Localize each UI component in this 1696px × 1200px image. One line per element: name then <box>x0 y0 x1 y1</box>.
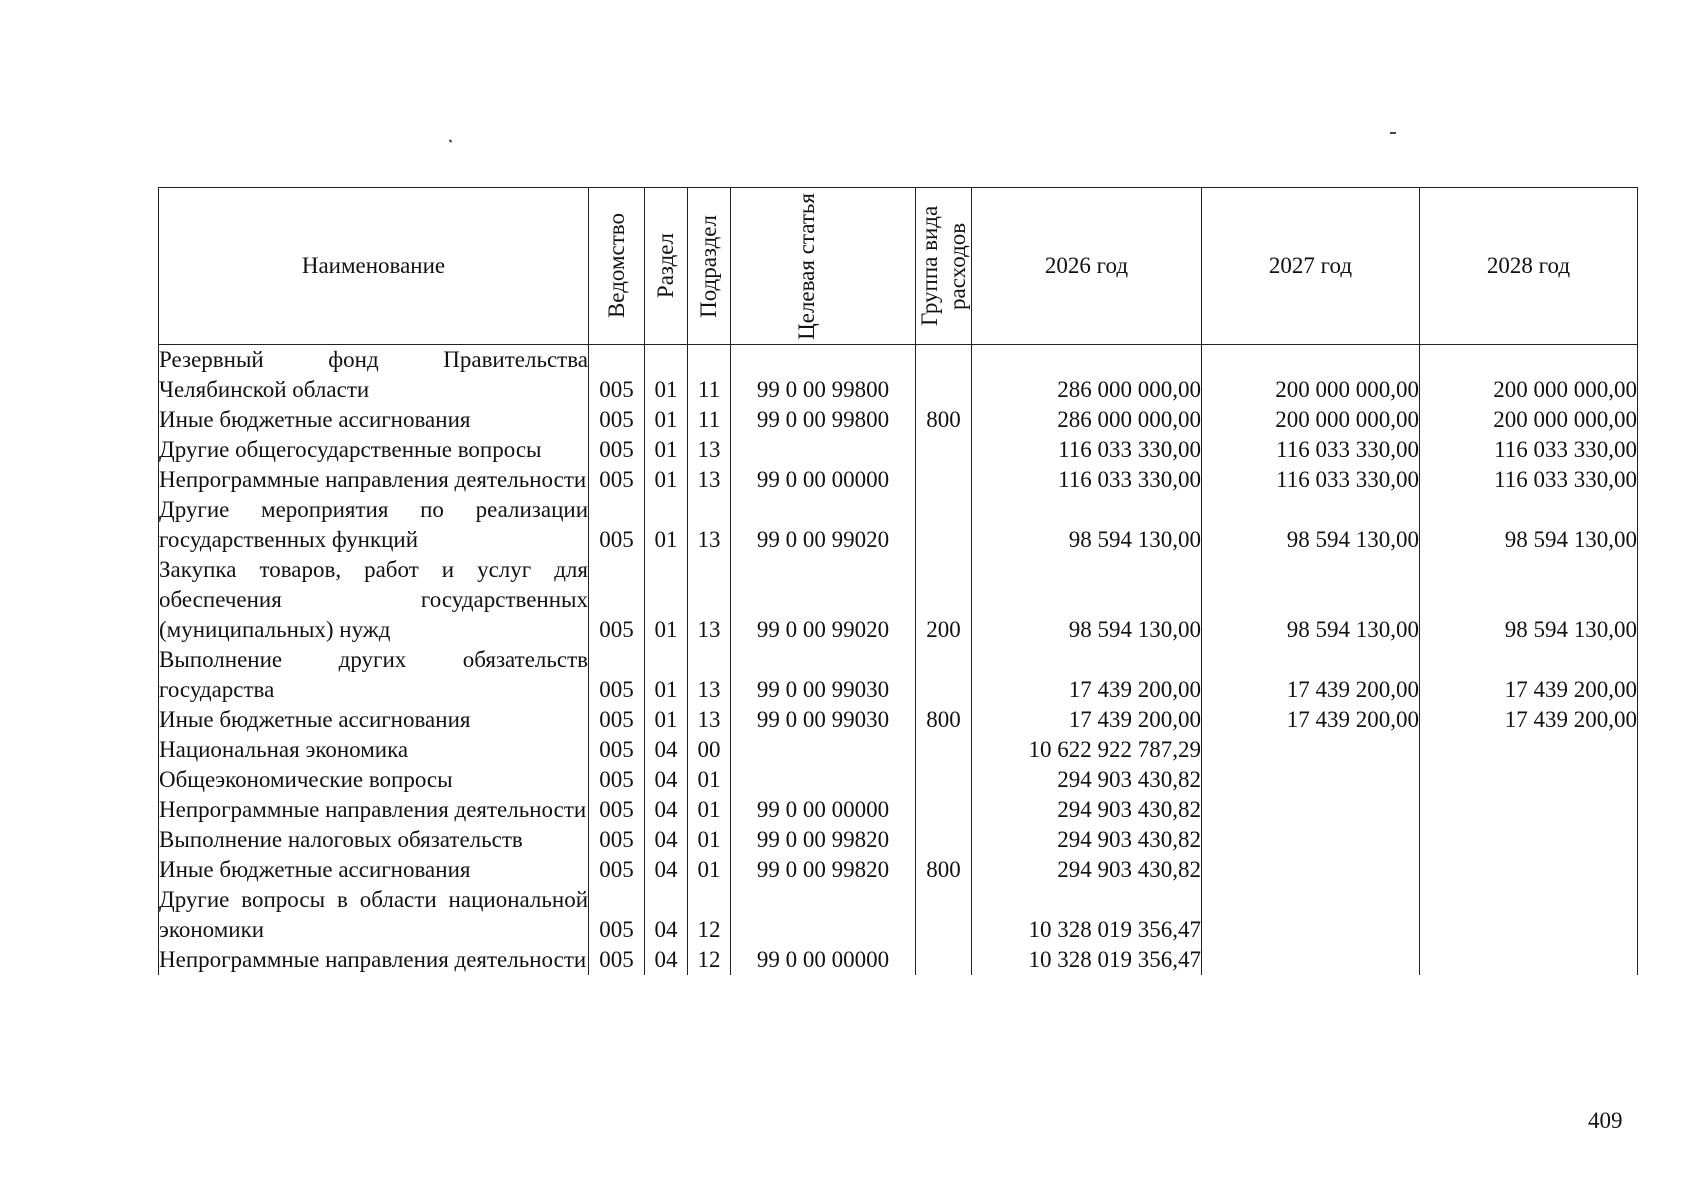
row-target: 99 0 00 99030 <box>731 705 916 735</box>
row-2026: 286 000 000,00 <box>972 345 1202 406</box>
row-2027 <box>1202 855 1420 885</box>
row-2027: 116 033 330,00 <box>1202 465 1420 495</box>
budget-table <box>158 187 1638 975</box>
row-2028: 200 000 000,00 <box>1420 405 1638 435</box>
row-2028: 200 000 000,00 <box>1420 345 1638 406</box>
row-name: Закупка товаров, работ и услуг для обеспечения государственных (муниципальных) нужд <box>159 555 589 645</box>
row-2026: 294 903 430,82 <box>972 825 1202 855</box>
table-row <box>159 465 1638 495</box>
row-dept: 005 <box>589 735 645 765</box>
row-2028: 98 594 130,00 <box>1420 495 1638 555</box>
row-name: Выполнение других обязательств государства <box>159 645 589 705</box>
row-group <box>916 435 972 465</box>
row-target <box>731 885 916 945</box>
row-subsection: 13 <box>688 705 731 735</box>
row-2026: 17 439 200,00 <box>972 645 1202 705</box>
row-subsection: 12 <box>688 885 731 945</box>
scan-mark <box>1390 132 1396 134</box>
header-subsection: Подраздел <box>688 188 731 345</box>
row-target <box>731 735 916 765</box>
row-target: 99 0 00 99800 <box>731 405 916 435</box>
row-subsection: 12 <box>688 945 731 975</box>
row-target <box>731 435 916 465</box>
row-group <box>916 645 972 705</box>
row-2027: 17 439 200,00 <box>1202 645 1420 705</box>
row-group <box>916 345 972 406</box>
row-dept: 005 <box>589 795 645 825</box>
row-2028: 17 439 200,00 <box>1420 645 1638 705</box>
row-group <box>916 465 972 495</box>
row-subsection: 13 <box>688 495 731 555</box>
row-section: 04 <box>645 765 688 795</box>
row-2028 <box>1420 855 1638 885</box>
row-2026: 116 033 330,00 <box>972 465 1202 495</box>
row-2026: 10 328 019 356,47 <box>972 945 1202 975</box>
row-target: 99 0 00 00000 <box>731 945 916 975</box>
table-row <box>159 345 1638 406</box>
row-2028: 116 033 330,00 <box>1420 435 1638 465</box>
row-name: Иные бюджетные ассигнования <box>159 405 589 435</box>
row-2027 <box>1202 735 1420 765</box>
table-row <box>159 825 1638 855</box>
header-target: Целевая статья <box>731 188 916 345</box>
header-section: Раздел <box>645 188 688 345</box>
table-row <box>159 645 1638 705</box>
table-row <box>159 555 1638 645</box>
table-row <box>159 795 1638 825</box>
row-dept: 005 <box>589 555 645 645</box>
row-dept: 005 <box>589 705 645 735</box>
table-row <box>159 765 1638 795</box>
row-2027: 17 439 200,00 <box>1202 705 1420 735</box>
row-target: 99 0 00 99820 <box>731 825 916 855</box>
row-subsection: 13 <box>688 465 731 495</box>
row-2027 <box>1202 885 1420 945</box>
row-subsection: 00 <box>688 735 731 765</box>
row-subsection: 13 <box>688 555 731 645</box>
row-2026: 10 622 922 787,29 <box>972 735 1202 765</box>
row-name: Выполнение налоговых обязательств <box>159 825 589 855</box>
row-group <box>916 825 972 855</box>
row-dept: 005 <box>589 945 645 975</box>
row-2028: 116 033 330,00 <box>1420 465 1638 495</box>
row-target: 99 0 00 99020 <box>731 495 916 555</box>
row-section: 01 <box>645 705 688 735</box>
table-row <box>159 705 1638 735</box>
row-name: Резервный фонд Правительства Челябинской области <box>159 345 589 406</box>
row-name: Непрограммные направления деятельности <box>159 465 589 495</box>
row-section: 04 <box>645 885 688 945</box>
row-2027: 98 594 130,00 <box>1202 555 1420 645</box>
row-section: 01 <box>645 555 688 645</box>
table-row <box>159 735 1638 765</box>
row-dept: 005 <box>589 855 645 885</box>
scan-mark <box>449 139 453 143</box>
row-section: 04 <box>645 945 688 975</box>
table-row <box>159 435 1638 465</box>
row-2026: 294 903 430,82 <box>972 855 1202 885</box>
row-subsection: 01 <box>688 765 731 795</box>
header-row <box>159 188 1638 345</box>
row-section: 04 <box>645 795 688 825</box>
row-section: 04 <box>645 825 688 855</box>
row-dept: 005 <box>589 465 645 495</box>
row-section: 01 <box>645 435 688 465</box>
row-name: Другие вопросы в области национальной экономики <box>159 885 589 945</box>
header-2027: 2027 год <box>1202 188 1420 345</box>
row-section: 01 <box>645 405 688 435</box>
row-name: Другие мероприятия по реализации государственных функций <box>159 495 589 555</box>
row-2026: 294 903 430,82 <box>972 795 1202 825</box>
row-subsection: 13 <box>688 435 731 465</box>
row-group: 800 <box>916 405 972 435</box>
row-group: 800 <box>916 855 972 885</box>
row-2027 <box>1202 795 1420 825</box>
row-dept: 005 <box>589 435 645 465</box>
row-section: 04 <box>645 855 688 885</box>
row-2026: 17 439 200,00 <box>972 705 1202 735</box>
row-dept: 005 <box>589 765 645 795</box>
row-target <box>731 765 916 795</box>
row-name: Иные бюджетные ассигнования <box>159 855 589 885</box>
table-row <box>159 885 1638 945</box>
row-2026: 10 328 019 356,47 <box>972 885 1202 945</box>
row-subsection: 11 <box>688 405 731 435</box>
row-target: 99 0 00 00000 <box>731 795 916 825</box>
row-2028 <box>1420 885 1638 945</box>
row-2028 <box>1420 825 1638 855</box>
header-dept: Ведомство <box>589 188 645 345</box>
row-2028 <box>1420 765 1638 795</box>
row-group <box>916 795 972 825</box>
row-2027: 200 000 000,00 <box>1202 345 1420 406</box>
row-target: 99 0 00 99020 <box>731 555 916 645</box>
row-group: 200 <box>916 555 972 645</box>
row-2026: 116 033 330,00 <box>972 435 1202 465</box>
row-2027: 98 594 130,00 <box>1202 495 1420 555</box>
row-target: 99 0 00 99030 <box>731 645 916 705</box>
table-row <box>159 945 1638 975</box>
row-name: Непрограммные направления деятельности <box>159 795 589 825</box>
row-subsection: 11 <box>688 345 731 406</box>
row-subsection: 01 <box>688 855 731 885</box>
row-2028 <box>1420 795 1638 825</box>
row-group <box>916 765 972 795</box>
row-2026: 286 000 000,00 <box>972 405 1202 435</box>
row-target: 99 0 00 00000 <box>731 465 916 495</box>
row-group <box>916 495 972 555</box>
row-subsection: 01 <box>688 825 731 855</box>
row-section: 04 <box>645 735 688 765</box>
row-dept: 005 <box>589 885 645 945</box>
row-dept: 005 <box>589 495 645 555</box>
table-body <box>159 345 1638 976</box>
row-2028 <box>1420 945 1638 975</box>
row-name: Непрограммные направления деятельности <box>159 945 589 975</box>
row-section: 01 <box>645 495 688 555</box>
row-2027: 116 033 330,00 <box>1202 435 1420 465</box>
row-2026: 98 594 130,00 <box>972 555 1202 645</box>
row-2026: 98 594 130,00 <box>972 495 1202 555</box>
row-name: Общеэкономические вопросы <box>159 765 589 795</box>
row-2028: 17 439 200,00 <box>1420 705 1638 735</box>
row-section: 01 <box>645 345 688 406</box>
row-group: 800 <box>916 705 972 735</box>
row-name: Национальная экономика <box>159 735 589 765</box>
row-2027 <box>1202 765 1420 795</box>
row-2026: 294 903 430,82 <box>972 765 1202 795</box>
header-2026: 2026 год <box>972 188 1202 345</box>
table-row <box>159 855 1638 885</box>
table-row <box>159 405 1638 435</box>
row-name: Другие общегосударственные вопросы <box>159 435 589 465</box>
row-2027 <box>1202 825 1420 855</box>
row-dept: 005 <box>589 645 645 705</box>
row-2028 <box>1420 735 1638 765</box>
header-2028: 2028 год <box>1420 188 1638 345</box>
row-2027: 200 000 000,00 <box>1202 405 1420 435</box>
row-target: 99 0 00 99800 <box>731 345 916 406</box>
row-subsection: 13 <box>688 645 731 705</box>
row-target: 99 0 00 99820 <box>731 855 916 885</box>
row-2027 <box>1202 945 1420 975</box>
header-name: Наименование <box>159 188 589 345</box>
row-name: Иные бюджетные ассигнования <box>159 705 589 735</box>
page-number: 409 <box>1588 1108 1623 1133</box>
row-group <box>916 885 972 945</box>
row-2028: 98 594 130,00 <box>1420 555 1638 645</box>
header-group: Группа вида расходов <box>916 188 972 345</box>
row-section: 01 <box>645 465 688 495</box>
row-subsection: 01 <box>688 795 731 825</box>
row-dept: 005 <box>589 345 645 406</box>
row-group <box>916 735 972 765</box>
row-section: 01 <box>645 645 688 705</box>
row-dept: 005 <box>589 405 645 435</box>
table-row <box>159 495 1638 555</box>
row-dept: 005 <box>589 825 645 855</box>
row-group <box>916 945 972 975</box>
